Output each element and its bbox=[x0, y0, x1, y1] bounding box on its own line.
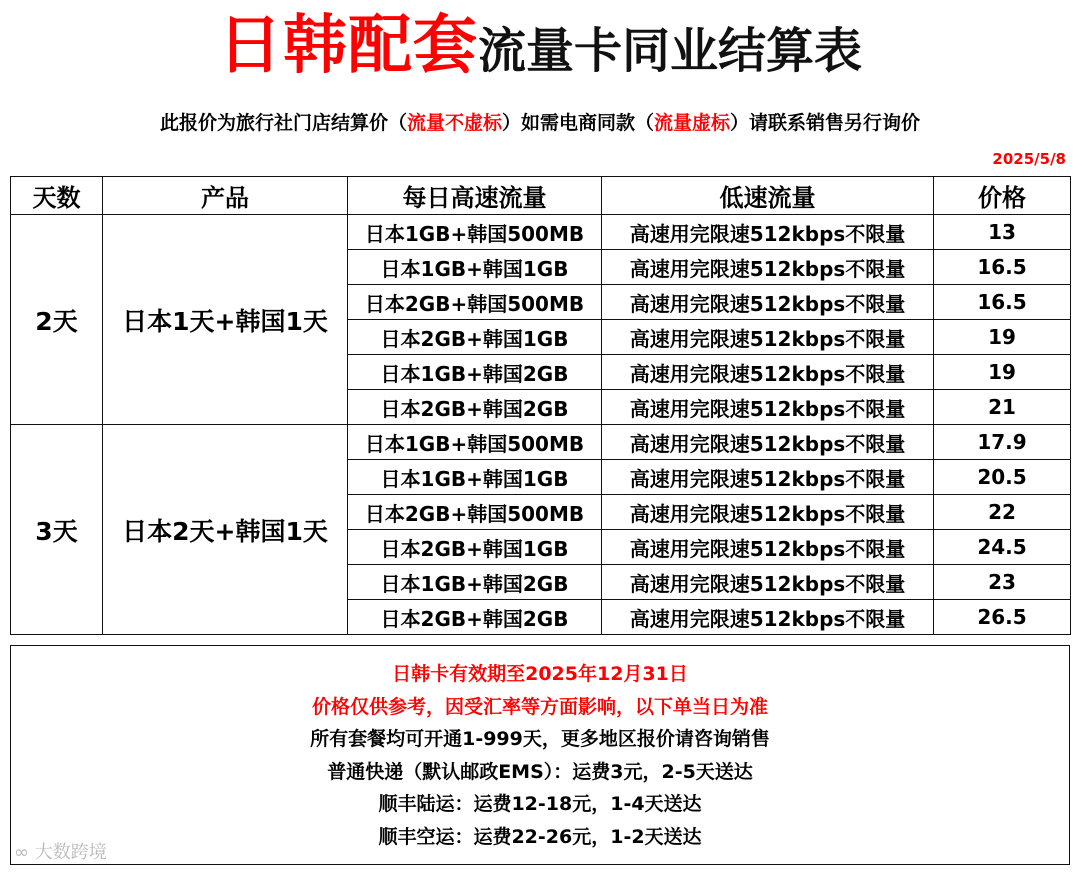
data-cell: 日本1GB+韩国1GB bbox=[348, 250, 602, 285]
data-cell: 日本1GB+韩国1GB bbox=[348, 460, 602, 495]
data-cell: 日本1GB+韩国2GB bbox=[348, 565, 602, 600]
data-cell: 日本2GB+韩国1GB bbox=[348, 320, 602, 355]
price-cell: 19 bbox=[934, 320, 1071, 355]
data-cell: 日本1GB+韩国500MB bbox=[348, 215, 602, 250]
title-main: 流量卡同业结算表 bbox=[477, 23, 862, 79]
price-cell: 16.5 bbox=[934, 250, 1071, 285]
low-speed-cell: 高速用完限速512kbps不限量 bbox=[602, 355, 934, 390]
days-cell: 3天 bbox=[11, 425, 103, 635]
watermark-text: 大数跨境 bbox=[34, 842, 107, 863]
table-header-row bbox=[11, 177, 1071, 215]
data-cell: 日本2GB+韩国2GB bbox=[348, 390, 602, 425]
low-speed-cell: 高速用完限速512kbps不限量 bbox=[602, 460, 934, 495]
product-cell: 日本1天+韩国1天 bbox=[103, 215, 348, 425]
subtitle-highlight2: 流量虚标 bbox=[654, 112, 731, 134]
low-speed-cell: 高速用完限速512kbps不限量 bbox=[602, 320, 934, 355]
page-title bbox=[0, 6, 1080, 86]
price-cell: 21 bbox=[934, 390, 1071, 425]
note-sf-land: 顺丰陆运：运费12-18元，1-4天送达 bbox=[378, 793, 702, 815]
low-speed-cell: 高速用完限速512kbps不限量 bbox=[602, 390, 934, 425]
subtitle-part3: ）请联系销售另行询价 bbox=[730, 112, 921, 134]
low-speed-cell: 高速用完限速512kbps不限量 bbox=[602, 285, 934, 320]
data-cell: 日本2GB+韩国500MB bbox=[348, 285, 602, 320]
header-days: 天数 bbox=[11, 177, 103, 215]
header-daily-data: 每日高速流量 bbox=[348, 177, 602, 215]
subtitle-highlight1: 流量不虚标 bbox=[406, 112, 502, 134]
price-cell: 20.5 bbox=[934, 460, 1071, 495]
price-cell: 26.5 bbox=[934, 600, 1071, 635]
table-row bbox=[11, 425, 1071, 460]
pricing-table bbox=[10, 176, 1071, 635]
data-cell: 日本2GB+韩国1GB bbox=[348, 530, 602, 565]
note-plan-days: 所有套餐均可开通1-999天，更多地区报价请咨询销售 bbox=[310, 728, 770, 750]
price-cell: 17.9 bbox=[934, 425, 1071, 460]
data-cell: 日本2GB+韩国2GB bbox=[348, 600, 602, 635]
header-low-speed: 低速流量 bbox=[602, 177, 934, 215]
product-cell: 日本2天+韩国1天 bbox=[103, 425, 348, 635]
price-cell: 24.5 bbox=[934, 530, 1071, 565]
data-cell: 日本1GB+韩国2GB bbox=[348, 355, 602, 390]
date-label: 2025/5/8 bbox=[992, 150, 1066, 168]
low-speed-cell: 高速用完限速512kbps不限量 bbox=[602, 250, 934, 285]
price-cell: 23 bbox=[934, 565, 1071, 600]
header-product: 产品 bbox=[103, 177, 348, 215]
low-speed-cell: 高速用完限速512kbps不限量 bbox=[602, 530, 934, 565]
subtitle-part2: ）如需电商同款（ bbox=[501, 112, 654, 134]
low-speed-cell: 高速用完限速512kbps不限量 bbox=[602, 565, 934, 600]
header-price: 价格 bbox=[934, 177, 1071, 215]
data-cell: 日本2GB+韩国500MB bbox=[348, 495, 602, 530]
title-highlight: 日韩配套 bbox=[217, 9, 478, 83]
data-cell: 日本1GB+韩国500MB bbox=[348, 425, 602, 460]
table-row bbox=[11, 215, 1071, 250]
low-speed-cell: 高速用完限速512kbps不限量 bbox=[602, 600, 934, 635]
note-express-ems: 普通快递（默认邮政EMS）：运费3元，2-5天送达 bbox=[327, 760, 753, 783]
price-cell: 16.5 bbox=[934, 285, 1071, 320]
note-price-disclaimer: 价格仅供参考，因受汇率等方面影响，以下单当日为准 bbox=[311, 695, 768, 718]
low-speed-cell: 高速用完限速512kbps不限量 bbox=[602, 495, 934, 530]
subtitle-part1: 此报价为旅行社门店结算价（ bbox=[159, 112, 407, 134]
note-validity: 日韩卡有效期至2025年12月31日 bbox=[392, 663, 688, 685]
note-sf-air: 顺丰空运：运费22-26元，1-2天送达 bbox=[378, 825, 702, 848]
watermark-logo-icon: ∞ bbox=[14, 842, 29, 863]
price-cell: 22 bbox=[934, 495, 1071, 530]
subtitle bbox=[0, 108, 1080, 138]
low-speed-cell: 高速用完限速512kbps不限量 bbox=[602, 425, 934, 460]
low-speed-cell: 高速用完限速512kbps不限量 bbox=[602, 215, 934, 250]
notes-box bbox=[10, 645, 1070, 865]
watermark bbox=[14, 838, 107, 864]
days-cell: 2天 bbox=[11, 215, 103, 425]
price-cell: 19 bbox=[934, 355, 1071, 390]
price-cell: 13 bbox=[934, 215, 1071, 250]
